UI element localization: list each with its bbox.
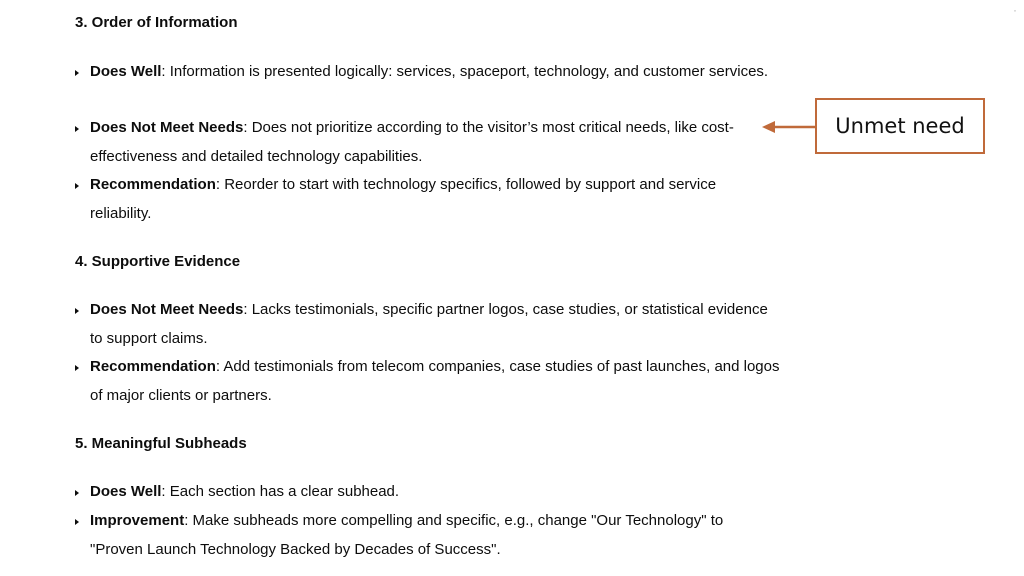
item-text: : Does not prioritize according to the visitor’s most critical needs, like cost-effectiveness and detailed technology capabilities.: [90, 119, 734, 165]
item-text: : Each section has a clear subhead.: [161, 483, 400, 500]
item-label: Recommendation: [90, 358, 216, 375]
item-text: : Make subheads more compelling and specific, e.g., change "Our Technology" to "Proven Launch Technology Backed by Decades of Success".: [90, 512, 724, 558]
corner-dot-icon: ·: [1013, 3, 1017, 17]
unmet-need-callout: Unmet need: [815, 98, 985, 154]
list-item: [75, 507, 780, 564]
triangle-bullet-icon: [75, 365, 79, 371]
item-label: Does Not Meet Needs: [90, 119, 244, 136]
triangle-bullet-icon: [75, 490, 79, 496]
left-arrow-icon: [762, 119, 818, 135]
triangle-bullet-icon: [75, 308, 79, 314]
list-item: [75, 114, 780, 171]
item-text: : Add testimonials from telecom companies, case studies of past launches, and logos of major clients or partners.: [90, 358, 780, 404]
triangle-bullet-icon: [75, 519, 79, 525]
list-item: [75, 171, 780, 228]
item-label: Does Not Meet Needs: [90, 301, 244, 318]
list-item: [75, 58, 780, 87]
triangle-bullet-icon: [75, 126, 79, 132]
list-item: [75, 478, 780, 507]
section-heading-supportive-evidence: 4. Supportive Evidence: [75, 253, 241, 270]
item-label: Recommendation: [90, 176, 216, 193]
item-text: : Lacks testimonials, specific partner logos, case studies, or statistical evidence to support claims.: [90, 301, 768, 347]
item-text: : Information is presented logically: services, spaceport, technology, and customer services.: [161, 63, 769, 80]
triangle-bullet-icon: [75, 183, 79, 189]
item-label: Improvement: [90, 512, 185, 529]
section-heading-order-of-information: 3. Order of Information: [75, 14, 238, 31]
item-text: : Reorder to start with technology specifics, followed by support and service reliability.: [90, 176, 717, 222]
item-label: Does Well: [90, 63, 162, 80]
list-item: [75, 353, 780, 410]
triangle-bullet-icon: [75, 70, 79, 76]
list-item: [75, 296, 780, 353]
section-heading-meaningful-subheads: 5. Meaningful Subheads: [75, 435, 247, 452]
item-label: Does Well: [90, 483, 162, 500]
